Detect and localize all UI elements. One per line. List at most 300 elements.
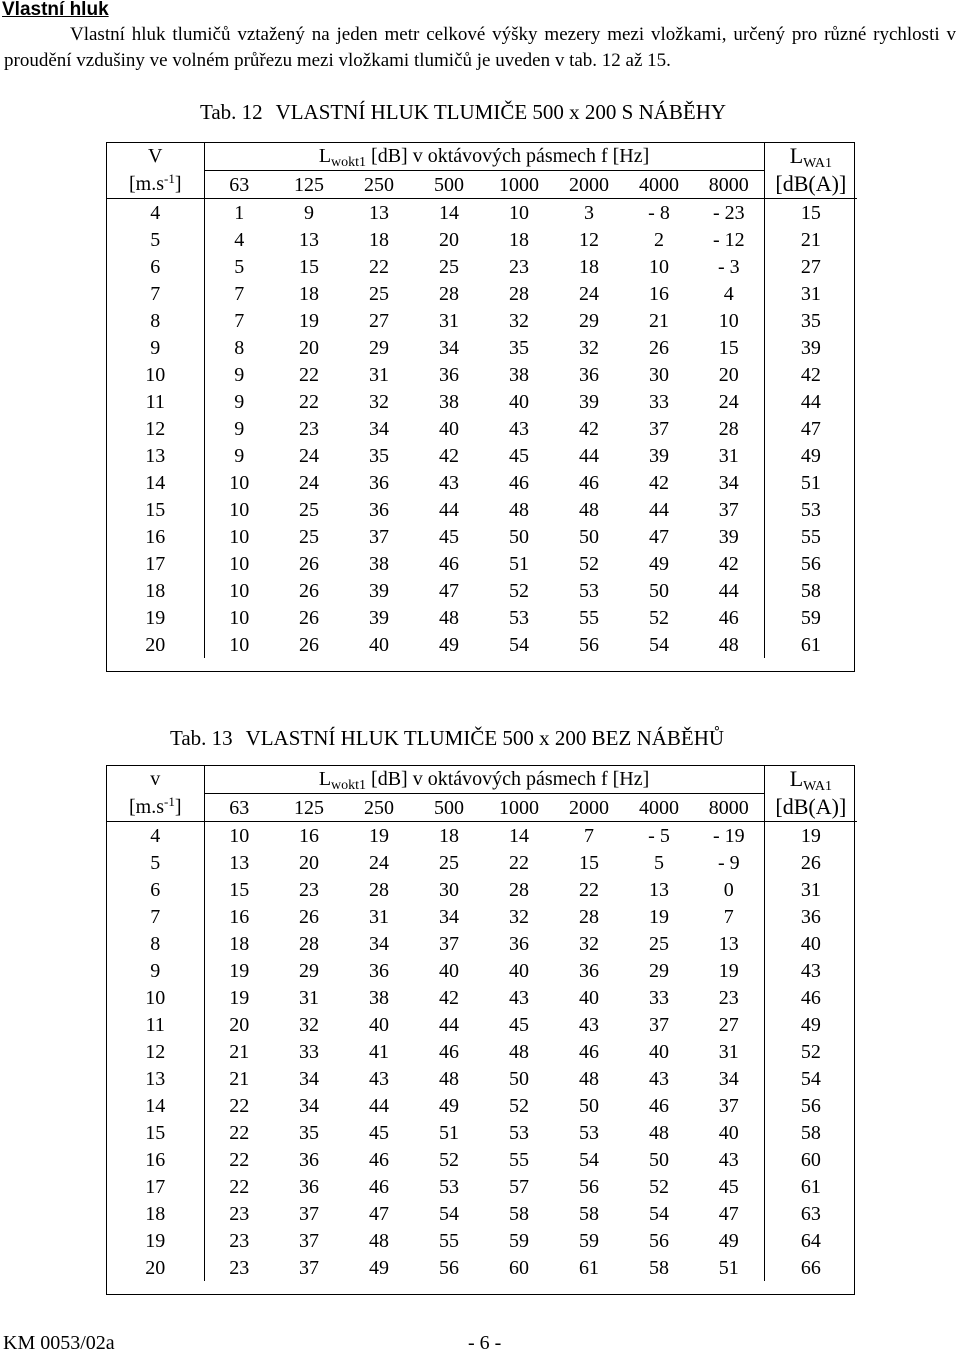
table-row xyxy=(107,496,857,523)
band-level-cell: 15 xyxy=(579,851,599,874)
velocity-cell: 6 xyxy=(107,253,204,280)
velocity-cell: 12 xyxy=(107,415,204,442)
velocity-cell: 15 xyxy=(107,1119,204,1146)
table-row xyxy=(107,550,857,577)
band-level-cell: 42 xyxy=(649,471,669,494)
band-level-cell: 10 xyxy=(229,552,250,575)
band-level-cell: 40 xyxy=(509,390,529,413)
velocity-cell: 6 xyxy=(107,876,204,903)
band-level-cell: 44 xyxy=(439,1013,459,1036)
band-level-cell: 31 xyxy=(369,905,389,928)
band-level-cell: 38 xyxy=(369,552,389,575)
band-level-cell: 52 xyxy=(649,606,669,629)
velocity-unit-base: [m.s xyxy=(128,173,164,196)
header-row xyxy=(107,794,857,822)
a-weighted-level-cell: 21 xyxy=(800,228,821,251)
a-weighted-level-cell: 31 xyxy=(800,878,821,901)
a-weighted-level-cell: 54 xyxy=(800,1067,821,1090)
band-level-cell: 0 xyxy=(694,876,764,903)
band-level-cell: 37 xyxy=(649,1013,669,1036)
band-level-cell: 45 xyxy=(439,525,459,548)
band-level-cell: 8 xyxy=(234,336,245,359)
band-level-cell: 45 xyxy=(694,1173,764,1200)
band-level-cell: 35 xyxy=(509,336,529,359)
band-level-cell: 58 xyxy=(649,1256,669,1279)
band-level-cell: 34 xyxy=(299,1067,319,1090)
band-level-cell: 32 xyxy=(509,309,529,332)
band-level-cell: 7 xyxy=(234,282,245,305)
band-level-cell: 34 xyxy=(369,417,389,440)
band-level-cell: 19 xyxy=(299,309,319,332)
band-level-cell: - 12 xyxy=(694,226,764,253)
table-number: Tab. 13 xyxy=(170,726,233,750)
band-level-cell: 25 xyxy=(439,851,459,874)
band-level-cell: 37 xyxy=(649,417,669,440)
table-row xyxy=(107,469,857,496)
a-weighted-level-cell: 46 xyxy=(800,986,821,1009)
band-level-cell: 46 xyxy=(579,1040,599,1063)
table-row xyxy=(107,604,857,631)
band-level-cell: 48 xyxy=(649,1121,669,1144)
band-level-cell: 32 xyxy=(299,1013,319,1036)
velocity-cell: 13 xyxy=(107,1065,204,1092)
band-level-cell: 20 xyxy=(229,1013,250,1036)
a-weighted-level-cell: 55 xyxy=(800,525,821,548)
a-weighted-symbol xyxy=(764,765,857,794)
band-level-cell: 10 xyxy=(509,201,529,224)
frequency-header: 2000 xyxy=(554,794,624,822)
band-level-cell: 28 xyxy=(694,415,764,442)
band-level-cell: 4 xyxy=(234,228,245,251)
table-row xyxy=(107,280,857,307)
frequency-header: 250 xyxy=(344,794,414,822)
band-level-cell: 18 xyxy=(579,255,599,278)
a-weighted-level-cell: 56 xyxy=(800,552,821,575)
velocity-cell: 19 xyxy=(107,604,204,631)
level-subscript: wokt1 xyxy=(331,778,367,793)
table-row xyxy=(107,1065,857,1092)
band-level-cell: - 5 xyxy=(648,824,670,847)
band-level-cell: 48 xyxy=(369,1229,389,1252)
band-level-cell: 18 xyxy=(369,228,389,251)
frequency-header: 4000 xyxy=(624,171,694,199)
band-level-cell: 49 xyxy=(439,633,459,656)
band-level-cell: 20 xyxy=(694,361,764,388)
velocity-cell: 5 xyxy=(107,226,204,253)
aw-level-subscript: WA1 xyxy=(803,779,832,794)
band-level-cell: 50 xyxy=(509,525,529,548)
band-level-cell: 15 xyxy=(229,878,250,901)
band-level-cell: 20 xyxy=(299,336,319,359)
band-level-cell: 32 xyxy=(509,905,529,928)
band-level-cell: 14 xyxy=(439,201,459,224)
table-row xyxy=(107,577,857,604)
band-level-cell: 38 xyxy=(439,390,459,413)
band-level-cell: 59 xyxy=(579,1229,599,1252)
velocity-cell: 18 xyxy=(107,577,204,604)
a-weighted-level-cell: 59 xyxy=(800,606,821,629)
band-level-cell: 19 xyxy=(369,824,389,847)
frequency-header: 500 xyxy=(414,794,484,822)
table-row xyxy=(107,903,857,930)
level-symbol: L xyxy=(318,145,332,167)
band-level-cell: 23 xyxy=(509,255,529,278)
octave-band-header xyxy=(204,142,764,171)
band-level-cell: 41 xyxy=(369,1040,389,1063)
velocity-unit-close: ] xyxy=(174,796,182,819)
band-level-cell: 48 xyxy=(439,1067,459,1090)
level-symbol: L xyxy=(318,768,332,790)
section-heading: Vlastní hluk xyxy=(2,0,109,20)
band-level-cell: 37 xyxy=(694,496,764,523)
a-weighted-unit: [dB(A)] xyxy=(764,794,857,822)
band-level-cell: 50 xyxy=(649,1148,669,1171)
a-weighted-level-cell: 58 xyxy=(800,579,821,602)
band-level-cell: - 19 xyxy=(694,822,764,850)
a-weighted-level-cell: 63 xyxy=(800,1202,821,1225)
band-level-cell: 53 xyxy=(579,1121,599,1144)
a-weighted-unit: [dB(A)] xyxy=(764,171,857,199)
band-level-cell: 47 xyxy=(649,525,669,548)
band-level-cell: 13 xyxy=(229,851,250,874)
velocity-cell: 11 xyxy=(107,388,204,415)
band-level-cell: 58 xyxy=(509,1202,529,1225)
band-level-cell: 53 xyxy=(509,606,529,629)
band-level-cell: 46 xyxy=(369,1148,389,1171)
band-level-cell: 24 xyxy=(299,444,319,467)
band-level-cell: 13 xyxy=(694,930,764,957)
octave-band-header xyxy=(204,765,764,794)
band-level-cell: 29 xyxy=(299,959,319,982)
band-level-cell: 5 xyxy=(654,851,664,874)
band-level-cell: 46 xyxy=(579,471,599,494)
a-weighted-level-cell: 64 xyxy=(800,1229,821,1252)
frequency-header: 1000 xyxy=(484,171,554,199)
band-level-cell: 3 xyxy=(584,201,594,224)
band-level-cell: 10 xyxy=(229,633,250,656)
velocity-cell: 4 xyxy=(107,199,204,227)
band-level-cell: 54 xyxy=(509,633,529,656)
band-level-cell: 13 xyxy=(369,201,389,224)
band-level-cell: 18 xyxy=(509,228,529,251)
band-level-cell: 52 xyxy=(649,1175,669,1198)
noise-table-13 xyxy=(107,765,857,1281)
band-level-cell: 39 xyxy=(694,523,764,550)
band-level-cell: 5 xyxy=(234,255,245,278)
band-level-cell: 20 xyxy=(299,851,319,874)
velocity-unit-exponent: -1 xyxy=(163,794,175,810)
a-weighted-level-cell: 19 xyxy=(800,824,821,847)
band-level-cell: 29 xyxy=(579,309,599,332)
band-level-cell: 49 xyxy=(439,1094,459,1117)
aw-level-symbol: L xyxy=(789,143,804,169)
band-level-cell: 40 xyxy=(439,417,459,440)
table-row xyxy=(107,1038,857,1065)
band-level-cell: 19 xyxy=(694,957,764,984)
band-level-cell: 23 xyxy=(229,1229,250,1252)
band-level-cell: 52 xyxy=(509,579,529,602)
table-row xyxy=(107,631,857,658)
band-level-cell: 29 xyxy=(649,959,669,982)
velocity-cell: 7 xyxy=(107,280,204,307)
band-level-cell: 18 xyxy=(229,932,250,955)
band-level-cell: 28 xyxy=(439,282,459,305)
velocity-cell: 7 xyxy=(107,903,204,930)
band-level-cell: 13 xyxy=(299,228,319,251)
band-level-cell: 22 xyxy=(579,878,599,901)
band-level-cell: 22 xyxy=(229,1148,250,1171)
band-level-cell: 49 xyxy=(694,1227,764,1254)
band-level-cell: 26 xyxy=(299,606,319,629)
band-level-cell: 18 xyxy=(439,824,459,847)
velocity-cell: 16 xyxy=(107,523,204,550)
band-level-cell: 42 xyxy=(579,417,599,440)
page-number: - 6 - xyxy=(468,1332,502,1354)
table-row xyxy=(107,415,857,442)
a-weighted-level-cell: 39 xyxy=(800,336,821,359)
velocity-cell: 13 xyxy=(107,442,204,469)
band-level-cell: 44 xyxy=(579,444,599,467)
a-weighted-level-cell: 15 xyxy=(800,201,821,224)
a-weighted-level-cell: 43 xyxy=(800,959,821,982)
band-level-cell: 25 xyxy=(299,525,319,548)
band-level-cell: - 23 xyxy=(694,199,764,227)
band-level-cell: 9 xyxy=(234,417,245,440)
frequency-header: 8000 xyxy=(694,794,764,822)
band-level-cell: 45 xyxy=(369,1121,389,1144)
band-level-cell: 28 xyxy=(509,878,529,901)
table-row xyxy=(107,1254,857,1281)
band-level-cell: 37 xyxy=(299,1202,319,1225)
band-level-cell: 60 xyxy=(509,1256,529,1279)
band-level-cell: 59 xyxy=(509,1229,529,1252)
band-level-cell: 36 xyxy=(579,363,599,386)
band-level-cell: 36 xyxy=(579,959,599,982)
band-level-cell: 22 xyxy=(229,1121,250,1144)
band-level-cell: 55 xyxy=(439,1229,459,1252)
band-level-cell: 47 xyxy=(694,1200,764,1227)
a-weighted-level-cell: 26 xyxy=(800,851,821,874)
band-level-cell: 48 xyxy=(694,631,764,658)
band-level-cell: 47 xyxy=(439,579,459,602)
band-level-cell: 57 xyxy=(509,1175,529,1198)
table-row xyxy=(107,442,857,469)
band-level-cell: 51 xyxy=(439,1121,459,1144)
band-level-cell: 37 xyxy=(299,1229,319,1252)
band-level-cell: 9 xyxy=(304,201,314,224)
band-level-cell: 40 xyxy=(509,959,529,982)
band-level-cell: 39 xyxy=(649,444,669,467)
band-level-cell: 40 xyxy=(369,633,389,656)
band-level-cell: 27 xyxy=(694,1011,764,1038)
velocity-unit-exponent: -1 xyxy=(163,171,175,187)
band-level-cell: 32 xyxy=(579,336,599,359)
table-row xyxy=(107,849,857,876)
a-weighted-level-cell: 58 xyxy=(800,1121,821,1144)
band-level-cell: 22 xyxy=(299,363,319,386)
band-level-cell: 25 xyxy=(369,282,389,305)
band-level-cell: 46 xyxy=(694,604,764,631)
band-level-cell: 45 xyxy=(509,444,529,467)
band-level-cell: 44 xyxy=(694,577,764,604)
band-level-cell: 2 xyxy=(654,228,664,251)
velocity-unit xyxy=(107,794,204,822)
band-level-cell: 50 xyxy=(579,1094,599,1117)
level-subscript: wokt1 xyxy=(331,155,367,170)
band-level-cell: 22 xyxy=(369,255,389,278)
band-level-cell: 34 xyxy=(439,336,459,359)
band-level-cell: 15 xyxy=(694,334,764,361)
band-level-cell: 16 xyxy=(229,905,250,928)
band-level-cell: 28 xyxy=(299,932,319,955)
frequency-header: 63 xyxy=(204,794,274,822)
band-level-cell: 34 xyxy=(694,469,764,496)
band-level-cell: 53 xyxy=(439,1175,459,1198)
velocity-unit-base: [m.s xyxy=(128,796,164,819)
band-level-cell: 34 xyxy=(694,1065,764,1092)
a-weighted-level-cell: 42 xyxy=(800,363,821,386)
a-weighted-level-cell: 36 xyxy=(800,905,821,928)
band-level-cell: 36 xyxy=(369,498,389,521)
band-level-cell: 22 xyxy=(509,851,529,874)
band-level-cell: 31 xyxy=(299,986,319,1009)
velocity-cell: 20 xyxy=(107,631,204,658)
frequency-header: 8000 xyxy=(694,171,764,199)
a-weighted-level-cell: 47 xyxy=(800,417,821,440)
band-level-cell: 21 xyxy=(229,1067,250,1090)
band-level-cell: 54 xyxy=(579,1148,599,1171)
band-level-cell: 25 xyxy=(649,932,669,955)
band-level-cell: 39 xyxy=(369,579,389,602)
band-level-cell: 55 xyxy=(579,606,599,629)
band-level-cell: 40 xyxy=(369,1013,389,1036)
band-level-cell: 46 xyxy=(369,1175,389,1198)
band-level-cell: 25 xyxy=(299,498,319,521)
band-level-cell: 52 xyxy=(439,1148,459,1171)
band-level-cell: 12 xyxy=(579,228,599,251)
band-level-cell: 16 xyxy=(299,824,319,847)
band-level-cell: 10 xyxy=(229,824,250,847)
a-weighted-level-cell: 60 xyxy=(800,1148,821,1171)
band-level-cell: 35 xyxy=(299,1121,319,1144)
document-code: KM 0053/02a xyxy=(3,1332,115,1354)
table-row xyxy=(107,388,857,415)
a-weighted-level-cell: 44 xyxy=(800,390,821,413)
band-level-cell: 30 xyxy=(649,363,669,386)
band-level-cell: 37 xyxy=(299,1256,319,1279)
table-title: VLASTNÍ HLUK TLUMIČE 500 x 200 BEZ NÁBĚHŮ xyxy=(245,726,725,750)
velocity-cell: 12 xyxy=(107,1038,204,1065)
a-weighted-level-cell: 31 xyxy=(800,282,821,305)
band-level-cell: 46 xyxy=(439,552,459,575)
table-row xyxy=(107,984,857,1011)
table-row xyxy=(107,822,857,850)
band-level-cell: 61 xyxy=(579,1256,599,1279)
velocity-cell: 9 xyxy=(107,334,204,361)
band-level-cell: 37 xyxy=(369,525,389,548)
table-row xyxy=(107,361,857,388)
velocity-cell: 18 xyxy=(107,1200,204,1227)
band-level-cell: 28 xyxy=(369,878,389,901)
a-weighted-level-cell: 40 xyxy=(800,932,821,955)
band-level-cell: 58 xyxy=(579,1202,599,1225)
table-row xyxy=(107,334,857,361)
band-level-cell: 15 xyxy=(299,255,319,278)
band-level-cell: 14 xyxy=(509,824,529,847)
band-level-cell: 4 xyxy=(694,280,764,307)
table-row xyxy=(107,1200,857,1227)
velocity-cell: 10 xyxy=(107,361,204,388)
velocity-unit xyxy=(107,171,204,199)
table-title: VLASTNÍ HLUK TLUMIČE 500 x 200 S NÁBĚHY xyxy=(275,100,727,124)
table-row xyxy=(107,1092,857,1119)
band-level-cell: 53 xyxy=(509,1121,529,1144)
velocity-cell: 4 xyxy=(107,822,204,850)
band-level-cell: 10 xyxy=(229,606,250,629)
band-level-cell: 48 xyxy=(509,1040,529,1063)
frequency-header: 2000 xyxy=(554,171,624,199)
band-level-cell: 32 xyxy=(369,390,389,413)
a-weighted-level-cell: 61 xyxy=(800,633,821,656)
band-level-cell: 26 xyxy=(649,336,669,359)
band-level-cell: 39 xyxy=(579,390,599,413)
a-weighted-level-cell: 49 xyxy=(800,444,821,467)
velocity-cell: 17 xyxy=(107,550,204,577)
band-level-cell: 28 xyxy=(509,282,529,305)
table-row xyxy=(107,1173,857,1200)
band-level-cell: 10 xyxy=(229,498,250,521)
table-row xyxy=(107,957,857,984)
band-level-cell: 33 xyxy=(649,986,669,1009)
band-level-cell: 54 xyxy=(649,1202,669,1225)
band-level-cell: 33 xyxy=(649,390,669,413)
velocity-cell: 20 xyxy=(107,1254,204,1281)
frequency-header: 500 xyxy=(414,171,484,199)
band-level-cell: 36 xyxy=(369,959,389,982)
band-level-cell: - 8 xyxy=(648,201,670,224)
band-level-cell: 52 xyxy=(579,552,599,575)
velocity-cell: 5 xyxy=(107,849,204,876)
band-level-cell: - 3 xyxy=(694,253,764,280)
band-level-cell: 42 xyxy=(439,986,459,1009)
band-level-cell: 9 xyxy=(234,390,245,413)
a-weighted-level-cell: 61 xyxy=(800,1175,821,1198)
band-level-cell: 26 xyxy=(299,633,319,656)
table-row xyxy=(107,1011,857,1038)
level-description: [dB] v oktávových pásmech f [Hz] xyxy=(371,145,650,167)
band-level-cell: 51 xyxy=(509,552,529,575)
band-level-cell: 56 xyxy=(579,633,599,656)
velocity-cell: 19 xyxy=(107,1227,204,1254)
band-level-cell: 26 xyxy=(299,552,319,575)
band-level-cell: 23 xyxy=(299,878,319,901)
a-weighted-level-cell: 53 xyxy=(800,498,821,521)
band-level-cell: 48 xyxy=(579,498,599,521)
frequency-header: 63 xyxy=(204,171,274,199)
velocity-cell: 10 xyxy=(107,984,204,1011)
noise-table-12 xyxy=(107,142,857,658)
table-row xyxy=(107,253,857,280)
velocity-cell: 16 xyxy=(107,1146,204,1173)
band-level-cell: 56 xyxy=(579,1175,599,1198)
band-level-cell: 49 xyxy=(649,552,669,575)
band-level-cell: 1 xyxy=(234,201,245,224)
band-level-cell: 16 xyxy=(649,282,669,305)
frequency-header: 125 xyxy=(274,171,344,199)
velocity-cell: 11 xyxy=(107,1011,204,1038)
band-level-cell: 9 xyxy=(234,444,245,467)
band-level-cell: 10 xyxy=(229,471,250,494)
